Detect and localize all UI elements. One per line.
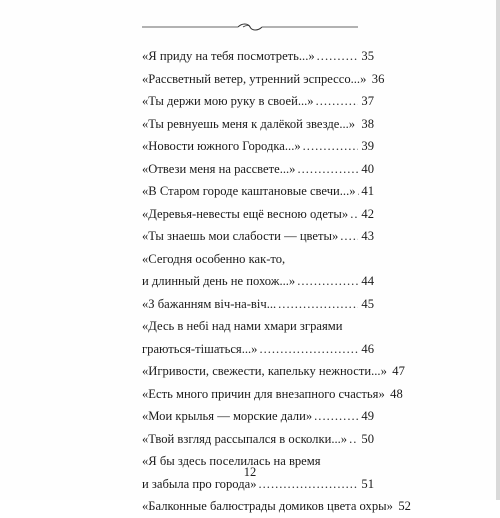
toc-entry-page: 35: [360, 45, 374, 68]
toc-dot-leader: [297, 270, 358, 293]
toc-entry: [142, 225, 374, 248]
toc-entry: [142, 90, 374, 113]
toc-entry-page: 45: [360, 293, 374, 316]
toc-entry: [142, 270, 374, 293]
toc-entry: [142, 383, 374, 406]
toc-entry-title: «Рассветный ветер, утренний эспрессо...»: [142, 68, 366, 91]
toc-entry-title: «Новости южного Городка...»: [142, 135, 301, 158]
toc-entry: [142, 293, 374, 316]
toc-entry-title: «Ты ревнуешь меня к далёкой звезде...»: [142, 113, 355, 136]
toc-entry-page: 50: [360, 428, 374, 451]
toc-dot-leader: [357, 113, 358, 136]
toc-entry-title: «Отвези меня на рассвете...»: [142, 158, 295, 181]
toc-entry-page: 48: [389, 383, 403, 406]
toc-entry: [142, 45, 374, 68]
table-of-contents: [142, 45, 374, 518]
ornamental-rule-icon: [142, 22, 358, 32]
toc-entry-title: и длинный день не похож...»: [142, 270, 295, 293]
toc-entry: [142, 495, 374, 518]
page-number: 12: [0, 465, 500, 480]
toc-entry-title: «З бажанням віч-на-віч...: [142, 293, 276, 316]
toc-dot-leader: [317, 45, 358, 68]
toc-entry-page: 37: [360, 90, 374, 113]
toc-dot-leader: [278, 293, 358, 316]
toc-entry-title: «Десь в небі над нами хмари зграями: [142, 315, 342, 338]
toc-entry-title: «Сегодня особенно как-то,: [142, 248, 285, 271]
toc-entry-title: граються-тішаться...»: [142, 338, 257, 361]
toc-entry-page: 39: [360, 135, 374, 158]
toc-entry-page: 47: [391, 360, 405, 383]
toc-entry-page: 52: [397, 495, 411, 518]
toc-dot-leader: [316, 90, 358, 113]
toc-entry-title: «Твой взгляд рассыпался в осколки...»: [142, 428, 347, 451]
toc-entry: [142, 360, 374, 383]
toc-entry-page: 38: [360, 113, 374, 136]
toc-entry: [142, 180, 374, 203]
toc-entry-title: «Ты держи мою руку в своей...»: [142, 90, 314, 113]
toc-entry: [142, 315, 374, 338]
toc-dot-leader: [297, 158, 358, 181]
toc-entry-page: 43: [360, 225, 374, 248]
toc-entry: [142, 68, 374, 91]
toc-entry: [142, 428, 374, 451]
toc-entry-page: 36: [370, 68, 384, 91]
toc-entry: [142, 135, 374, 158]
toc-dot-leader: [349, 428, 358, 451]
toc-dot-leader: [259, 338, 358, 361]
toc-entry: [142, 405, 374, 428]
toc-entry: [142, 248, 374, 271]
toc-entry-page: 51: [360, 473, 374, 496]
toc-entry-title: «Я приду на тебя посмотреть...»: [142, 45, 315, 68]
toc-entry-title: «Ты знаешь мои слабости — цветы»: [142, 225, 338, 248]
toc-dot-leader: [340, 225, 358, 248]
toc-dot-leader: [350, 203, 358, 226]
toc-entry: [142, 158, 374, 181]
toc-entry-page: 41: [360, 180, 374, 203]
toc-entry-page: 49: [360, 405, 374, 428]
toc-entry-title: «Деревья-невесты ещё весною одеты»: [142, 203, 348, 226]
toc-dot-leader: [314, 405, 358, 428]
toc-entry-title: «Балконные балюстрады домиков цвета охры»: [142, 495, 393, 518]
toc-entry-title: «Есть много причин для внезапного счастья»: [142, 383, 385, 406]
toc-entry-page: 46: [360, 338, 374, 361]
toc-entry-title: «Мои крылья — морские дали»: [142, 405, 312, 428]
toc-entry-title: «Игривости, свежести, капельку нежности...»: [142, 360, 387, 383]
toc-entry-page: 42: [360, 203, 374, 226]
toc-dot-leader: [303, 135, 358, 158]
toc-entry: [142, 338, 374, 361]
toc-entry-title: «Я бы здесь поселилась на время: [142, 450, 321, 473]
toc-entry-page: 40: [360, 158, 374, 181]
toc-entry: [142, 203, 374, 226]
page-edge-shadow: [496, 0, 500, 500]
toc-entry: [142, 113, 374, 136]
toc-entry-title: «В Старом городе каштановые свечи...»: [142, 180, 356, 203]
toc-entry-title: и забыла про города»: [142, 473, 257, 496]
toc-entry-page: 44: [360, 270, 374, 293]
